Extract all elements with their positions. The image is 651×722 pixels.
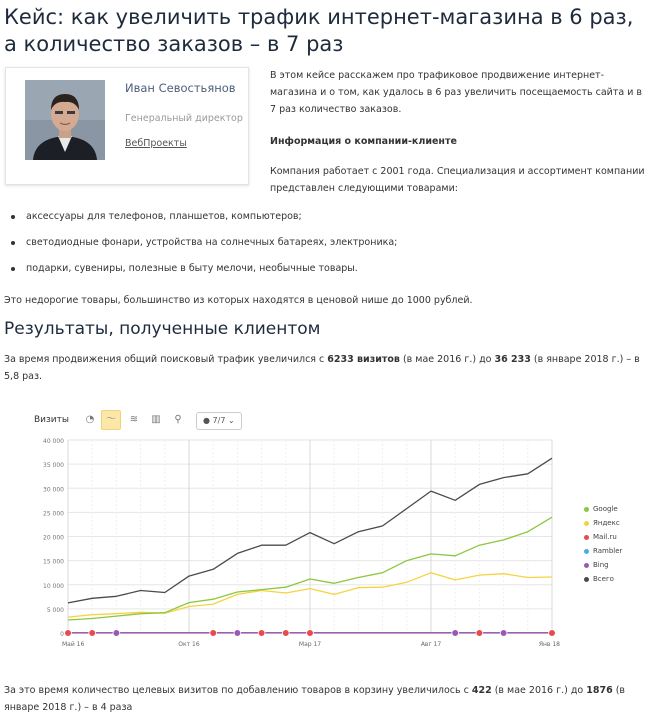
annotation-marker <box>282 630 289 637</box>
annotation-marker <box>452 630 459 637</box>
annotation-marker <box>113 630 120 637</box>
annotation-marker <box>89 630 96 637</box>
annotation-marker <box>476 630 483 637</box>
chart-plot <box>0 402 651 652</box>
map-icon[interactable]: ⚲ <box>174 414 182 425</box>
chevron-down-icon: ⌄ <box>227 416 235 425</box>
company-paragraph: Компания работает с 2001 года. Специализация и ассортимент компании представлен следующими товарами: <box>270 166 645 194</box>
author-company-link[interactable]: ВебПроекты <box>125 138 187 149</box>
y-tick-label: 30 000 <box>43 486 64 494</box>
author-avatar <box>25 80 105 160</box>
x-tick-label: Окт 16 <box>178 641 200 648</box>
y-tick-label: 35 000 <box>43 462 64 470</box>
y-tick-label: 25 000 <box>43 510 64 518</box>
x-tick-label: Янв 18 <box>538 641 560 648</box>
y-tick-label: 20 000 <box>43 534 64 542</box>
annotation-marker <box>258 630 265 637</box>
annotation-marker <box>307 630 314 637</box>
author-position: Генеральный директор <box>125 113 243 124</box>
chart-metric-label: Визиты <box>34 415 70 425</box>
legend-item[interactable]: Всего <box>584 572 644 586</box>
cart-paragraph: За это время количество целевых визитов по добавлению товаров в корзину увеличилось с 422 (в мае 2016 г.) до 1876 (в январе 2018 г.) – в 4 раза <box>4 685 626 713</box>
list-item: светодиодные фонари, устройства на солнечных батареях, электроника; <box>4 230 624 256</box>
list-item: аксессуары для телефонов, планшетов, компьютеров; <box>4 204 624 230</box>
author-name: Иван Севостьянов <box>125 81 236 95</box>
legend-item[interactable]: Rambler <box>584 544 644 558</box>
x-tick-label: Авг 17 <box>420 641 442 648</box>
page-title: Кейс: как увеличить трафик интернет-магазина в 6 раз, а количество заказов – в 7 раз <box>4 5 634 56</box>
stacked-icon[interactable]: ≋ <box>129 414 139 425</box>
person-photo-icon <box>25 80 105 160</box>
product-list <box>4 204 624 282</box>
intro-paragraph: В этом кейсе расскажем про трафиковое продвижение интернет-магазина и о том, как удалось в 6 раз увеличить посещаемость сайта и в 7 раз количество заказов. <box>270 70 643 115</box>
annotation-marker <box>234 630 241 637</box>
legend-item[interactable]: Bing <box>584 558 644 572</box>
y-tick-label: 5 000 <box>46 606 64 614</box>
price-note: Это недорогие товары, большинство из которых находятся в ценовой нише до 1000 рублей. <box>4 295 473 306</box>
author-card <box>5 67 249 185</box>
x-tick-label: Май 16 <box>62 641 85 648</box>
list-item: подарки, сувениры, полезные в быту мелочи, необычные товары. <box>4 256 624 282</box>
annotation-marker <box>549 630 556 637</box>
pie-icon[interactable]: ◔ <box>85 414 95 425</box>
info-heading: Информация о компании-клиенте <box>270 136 457 147</box>
legend-item[interactable]: Google <box>584 502 644 516</box>
y-tick-label: 0 <box>60 631 64 638</box>
bar-icon[interactable]: ▥ <box>151 414 161 425</box>
results-paragraph: За время продвижения общий поисковый трафик увеличился с 6233 визитов (в мае 2016 г.) до 36 233 (в январе 2018 г.) – в 5,8 раз. <box>4 354 640 382</box>
annotation-marker <box>500 630 507 637</box>
comment-icon: ● <box>203 416 210 425</box>
traffic-chart <box>0 402 651 652</box>
line-icon[interactable]: 〜 <box>101 410 121 430</box>
y-tick-label: 15 000 <box>43 558 64 566</box>
y-tick-label: 10 000 <box>43 582 64 590</box>
y-tick-label: 40 000 <box>43 438 64 445</box>
series-select-dropdown[interactable]: ● 7/7 ⌄ <box>196 412 242 430</box>
legend-item[interactable]: Mail.ru <box>584 530 644 544</box>
chart-legend <box>584 502 644 586</box>
results-heading: Результаты, полученные клиентом <box>4 319 321 339</box>
x-tick-label: Мар 17 <box>298 641 322 648</box>
annotation-marker <box>65 630 72 637</box>
legend-item[interactable]: Яндекс <box>584 516 644 530</box>
annotation-marker <box>210 630 217 637</box>
